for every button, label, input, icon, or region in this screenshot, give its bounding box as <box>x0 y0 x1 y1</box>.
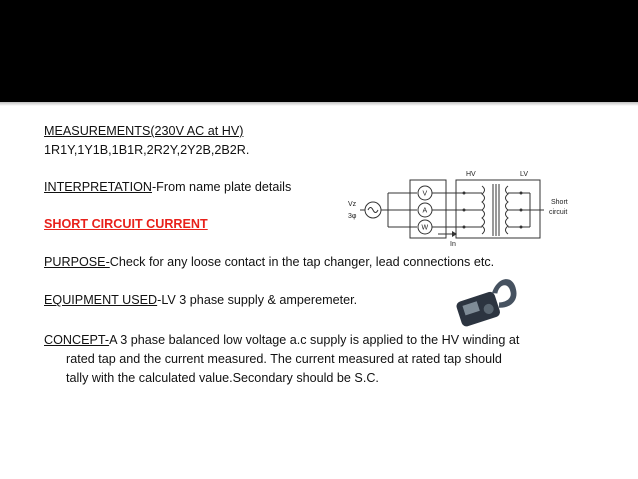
purpose-text: Check for any loose contact in the tap changer, lead connections etc. <box>109 255 495 269</box>
measurements-values: 1R1Y,1Y1B,1B1R,2R2Y,2Y2B,2B2R. <box>44 143 250 157</box>
short-circuit-diagram <box>340 166 580 250</box>
equipment-label: EQUIPMENT USED <box>44 293 158 307</box>
short-circuit-heading <box>44 217 208 231</box>
lv-label: LV <box>520 171 529 178</box>
purpose-line <box>44 255 494 269</box>
transformer-box <box>456 180 540 238</box>
vz-label: Vz <box>348 201 357 208</box>
banner-shadow <box>0 102 638 106</box>
voltmeter-label: V <box>422 190 428 198</box>
concept-line-3: tally with the calculated value.Secondary should be S.C. <box>66 371 379 385</box>
wattmeter-label: W <box>421 224 429 232</box>
concept-line-2: rated tap and the current measured. The current measured at rated tap should <box>66 352 502 366</box>
hv-winding <box>482 186 485 234</box>
short-circuit-label-1: Short <box>551 199 568 206</box>
title-banner <box>0 0 638 102</box>
clamp-meter-image <box>448 274 520 328</box>
measurements-label: MEASUREMENTS(230V AC at HV) <box>44 124 244 138</box>
phase-label: 3φ <box>348 213 357 220</box>
concept-label: CONCEPT- <box>44 333 110 347</box>
interpretation-text: -From name plate details <box>151 180 292 194</box>
equipment-text: -LV 3 phase supply & amperemeter. <box>157 293 358 307</box>
ammeter-label: A <box>422 207 428 215</box>
lv-winding <box>506 186 509 234</box>
interpretation-label: INTERPRETATION <box>44 180 152 194</box>
short-circuit-label-2: circuit <box>549 209 568 216</box>
concept-line-1: A 3 phase balanced low voltage a.c supply is applied to the HV winding at <box>109 333 520 347</box>
measurements-heading <box>44 124 243 138</box>
purpose-label: PURPOSE- <box>44 255 110 269</box>
short-circuit-label: SHORT CIRCUIT CURRENT <box>44 217 208 231</box>
interpretation-line <box>44 180 291 194</box>
hv-label: HV <box>466 171 476 178</box>
concept-paragraph <box>44 331 604 388</box>
equipment-line <box>44 293 357 307</box>
current-label: In <box>450 241 456 248</box>
